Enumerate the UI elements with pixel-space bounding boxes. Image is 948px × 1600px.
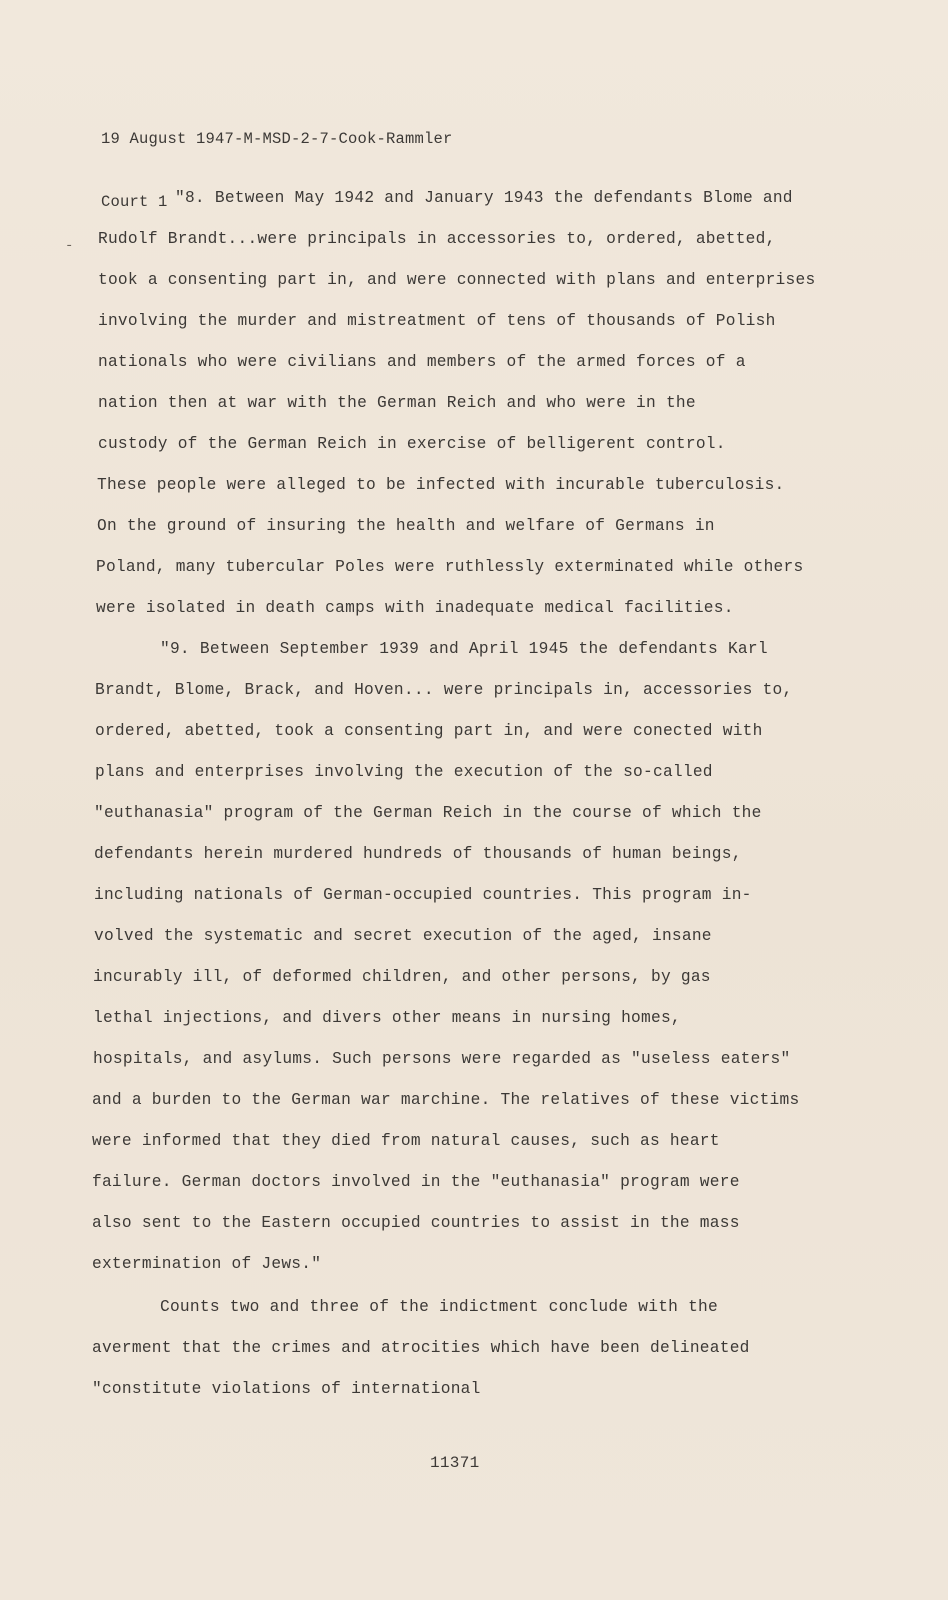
body-line: Poland, many tubercular Poles were ruthlessly exterminated while others — [96, 558, 804, 576]
body-line: averment that the crimes and atrocities which have been delineated — [92, 1339, 750, 1357]
body-line: hospitals, and asylums. Such persons were regarded as "useless eaters" — [93, 1050, 791, 1068]
body-line: "euthanasia" program of the German Reich in the course of which the — [94, 804, 762, 822]
body-line: On the ground of insuring the health and welfare of Germans in — [97, 517, 715, 535]
body-line: volved the systematic and secret execution of the aged, insane — [94, 927, 712, 945]
body-line: were informed that they died from natural causes, such as heart — [92, 1132, 720, 1150]
body-line: also sent to the Eastern occupied countries to assist in the mass — [92, 1214, 740, 1232]
body-line: custody of the German Reich in exercise of belligerent control. — [98, 435, 726, 453]
body-line: defendants herein murdered hundreds of thousands of human beings, — [94, 845, 742, 863]
body-line: nationals who were civilians and members of the armed forces of a — [98, 353, 746, 371]
body-line: including nationals of German-occupied countries. This program in- — [94, 886, 752, 904]
body-line: Rudolf Brandt...were principals in accessories to, ordered, abetted, — [98, 230, 776, 248]
header-court-line: Court 1 — [101, 193, 168, 211]
body-line: lethal injections, and divers other means in nursing homes, — [93, 1009, 681, 1027]
body-line: Counts two and three of the indictment conclude with the — [160, 1298, 718, 1316]
body-line: plans and enterprises involving the execution of the so-called — [95, 763, 713, 781]
body-line: incurably ill, of deformed children, and other persons, by gas — [93, 968, 711, 986]
body-line: "8. Between May 1942 and January 1943 the defendants Blome and — [175, 189, 793, 207]
margin-mark: - — [65, 238, 74, 254]
header-date-line: 19 August 1947-M-MSD-2-7-Cook-Rammler — [101, 130, 453, 148]
body-line: extermination of Jews." — [92, 1255, 322, 1273]
body-line: These people were alleged to be infected with incurable tuberculosis. — [97, 476, 785, 494]
body-line: "9. Between September 1939 and April 1945 the defendants Karl — [160, 640, 768, 658]
body-line: "constitute violations of international — [92, 1380, 481, 1398]
body-line: failure. German doctors involved in the "euthanasia" program were — [92, 1173, 740, 1191]
body-line: ordered, abetted, took a consenting part in, and were conected with — [95, 722, 763, 740]
page-number: 11371 — [430, 1454, 480, 1472]
body-line: and a burden to the German war marchine. The relatives of these victims — [92, 1091, 800, 1109]
body-line: took a consenting part in, and were connected with plans and enterprises — [98, 271, 816, 289]
body-line: involving the murder and mistreatment of tens of thousands of Polish — [98, 312, 776, 330]
body-line: nation then at war with the German Reich and who were in the — [98, 394, 696, 412]
body-line: Brandt, Blome, Brack, and Hoven... were principals in, accessories to, — [95, 681, 793, 699]
body-line: were isolated in death camps with inadequate medical facilities. — [96, 599, 734, 617]
